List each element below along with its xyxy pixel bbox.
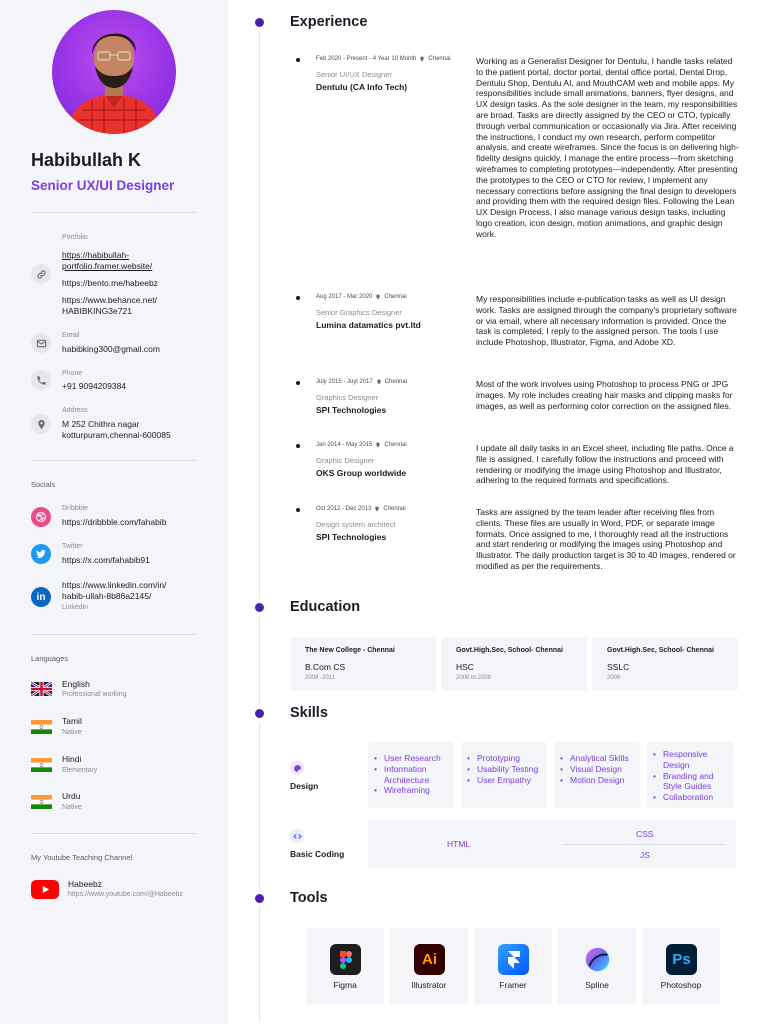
- education-degree: SSLC: [607, 662, 630, 672]
- divider: [563, 844, 725, 845]
- job-description: I update all daily tasks in an Excel sheet, including file paths. Once a file is assigned, I carefully follow the instructions and proceed with rendering or modifying the image using Photoshop and Illustrator, adhering to the required formats and specifications.: [476, 443, 734, 486]
- linkedin-icon[interactable]: in: [31, 587, 51, 607]
- twitter-label: Twitter: [62, 543, 83, 550]
- phone-icon: [31, 370, 51, 390]
- job-company: OKS Group worldwide: [316, 468, 407, 478]
- profile-photo: [52, 10, 176, 134]
- timeline-dot: [255, 709, 264, 718]
- job-bullet: [296, 508, 300, 512]
- spline-icon: [582, 944, 613, 975]
- education-years: 2008 -2011: [305, 675, 335, 681]
- job-location: Chennai: [383, 506, 406, 512]
- uk-flag-icon: [31, 682, 52, 696]
- job-company: Dentulu (CA Info Tech): [316, 82, 408, 92]
- divider: [31, 460, 196, 461]
- tool-card-figma: [306, 928, 384, 1004]
- language-level: Native: [62, 729, 82, 736]
- education-years: 2006: [607, 675, 621, 681]
- twitter-icon[interactable]: [31, 544, 51, 564]
- job-company: Lumina datamatics pvt.ltd: [316, 320, 421, 330]
- timeline-dot: [255, 894, 264, 903]
- job-location: Chennai: [384, 379, 408, 385]
- job-description: Working as a Generalist Designer for Dentulu, I handle tasks related to the patient portal, doctor portal, dental office portal, Dental Drop, Dentulu Shop, Dentulu AI, and MouthCAM web and mobile apps. My responsibilities include small animations, banners, flyer designs, and UX design tasks. As the sole designer in the team, my responsibilities are broad. Tasks are directly assigned by the CEO or CTO, typically through verbal communication or occasionally via Jira. After receiving the instructions, I conduct my own research, perform competitor analysis, and create wireframes. Since the focus is on delivering high-fidelity designs quickly, I manage the entire process—from sketching wireframes to completing prototypes—independently. After presenting the prototypes to the CEO or CTO for review, I implement any necessary corrections before assigning the final design to developers and providing them with the required design files. Following the Lean UX Design Process, I also manage various design tasks, including logo creation, icon design, motion animations, and graphic design work.: [476, 56, 739, 239]
- language-level: Native: [62, 804, 82, 811]
- portfolio-label: Portfolio: [62, 234, 88, 241]
- education-degree: HSC: [456, 662, 474, 672]
- skill-item: • Wireframing: [382, 785, 454, 796]
- skill-item: • Prototyping: [475, 753, 547, 764]
- job-company: SPI Technologies: [316, 532, 387, 542]
- dribbble-url[interactable]: https://dribbble.com/fahabib: [62, 517, 167, 527]
- tool-card-illustrator: [390, 928, 468, 1004]
- education-card: [441, 637, 587, 691]
- job-bullet: [296, 58, 300, 62]
- tool-card-spline: [558, 928, 636, 1004]
- job-location: Chennai: [428, 56, 451, 62]
- skill-item: • Collaboration: [661, 792, 734, 803]
- coding-skill-css: CSS: [636, 829, 654, 839]
- tool-name: Figma: [333, 980, 357, 990]
- figma-icon: [330, 944, 361, 975]
- tool-card-photoshop: [642, 928, 720, 1004]
- job-dates: July 2015 - Juyl 2017: [316, 379, 373, 385]
- job-meta: [316, 294, 407, 300]
- job-meta: [316, 442, 407, 448]
- portfolio-link-bento[interactable]: https://bento.me/habeebz: [62, 278, 158, 288]
- skills-title: Skills: [290, 705, 328, 721]
- location-pin-icon: [375, 294, 381, 300]
- skill-item: • Responsive Design: [661, 749, 734, 771]
- skill-group: [461, 742, 547, 808]
- linkedin-url-1[interactable]: https://www.linkedin.com/in/: [62, 580, 167, 590]
- job-dates: Oct 2012 - Dec 2013: [316, 506, 372, 512]
- youtube-channel-url[interactable]: https://www.youtube.com/@Habeebz: [68, 891, 183, 898]
- education-school: The New College - Chennai: [305, 647, 395, 654]
- skill-item: • Visual Design: [568, 764, 640, 775]
- profile-name: Habibullah K: [31, 150, 142, 170]
- youtube-heading: My Youtube Teaching Channel: [31, 853, 133, 862]
- location-pin-icon: [375, 442, 381, 448]
- education-school: Govt.High.Sec, School- Chennai: [607, 647, 714, 654]
- job-meta: [316, 506, 406, 512]
- linkedin-url-2[interactable]: habib-ullah-8b86a2145/: [62, 591, 152, 601]
- tools-title: Tools: [290, 890, 328, 906]
- skill-group: [554, 742, 640, 808]
- language-name: English: [62, 679, 90, 689]
- india-flag-icon: [31, 795, 52, 809]
- youtube-channel-name: Habeebz: [68, 879, 103, 889]
- phone-label: Phone: [62, 370, 83, 377]
- skill-item: • Information Architecture: [382, 764, 454, 786]
- skill-category-design: Design: [290, 781, 319, 791]
- job-dates: Aug 2017 - Mar 2020: [316, 294, 373, 300]
- linkedin-label: Linkedin: [62, 604, 89, 611]
- skill-category-coding: Basic Coding: [290, 849, 345, 859]
- job-description: Tasks are assigned by the team leader after receiving files from clients. These files are usually in Word, PDF, or separate image formats. Once assigned to me, I thoroughly read all the instructions and start rendering or modifying the images using Photoshop and Illustrator. The daily production target is 30 to 40 images, rendered or modified as per the requirements.: [476, 507, 736, 571]
- language-name: Hindi: [62, 754, 82, 764]
- job-description: Most of the work involves using Photoshop to process PNG or JPG images. My role includes creating hair masks and clipping masks for images, as well as performing color correction on the assigned files.: [476, 379, 733, 411]
- experience-title: Experience: [290, 14, 368, 30]
- coding-skill-html: HTML: [447, 839, 471, 849]
- tool-name: Framer: [499, 980, 527, 990]
- portfolio-link-behance-1[interactable]: https://www.behance.net/: [62, 295, 157, 305]
- avatar: [52, 10, 176, 134]
- code-icon: [290, 829, 304, 843]
- india-flag-icon: [31, 758, 52, 772]
- skill-item: • Motion Design: [568, 775, 640, 786]
- job-bullet: [296, 296, 300, 300]
- job-role: Design system architect: [316, 520, 396, 529]
- divider: [31, 212, 196, 213]
- timeline-dot: [255, 603, 264, 612]
- job-bullet: [296, 381, 300, 385]
- skill-item: • Usability Testing: [475, 764, 547, 775]
- socials-heading: Socials: [31, 480, 56, 489]
- job-location: Chennai: [384, 294, 407, 300]
- job-dates: Feb 2020 - Present - 4 Year 10 Month: [316, 56, 417, 62]
- phone-value[interactable]: +91 9094209384: [62, 381, 127, 391]
- tool-name: Spline: [585, 980, 609, 990]
- timeline-dot: [255, 18, 264, 27]
- tool-card-framer: [474, 928, 552, 1004]
- framer-icon: [498, 944, 529, 975]
- palette-icon: [290, 761, 304, 775]
- education-years: 2006 to 2008: [456, 675, 492, 681]
- location-pin-icon: [31, 414, 51, 434]
- language-name: Urdu: [62, 791, 81, 801]
- portfolio-link-framer-1[interactable]: https://habibullah-: [62, 250, 130, 260]
- language-name: Tamil: [62, 716, 82, 726]
- divider: [31, 634, 196, 635]
- job-meta: [316, 379, 407, 385]
- location-pin-icon: [374, 506, 380, 512]
- illustrator-icon: Ai: [414, 944, 445, 975]
- languages-heading: Languages: [31, 654, 69, 663]
- job-role: Graphics Designer: [316, 393, 379, 402]
- photoshop-icon: Ps: [666, 944, 697, 975]
- job-location: Chennai: [384, 442, 407, 448]
- portfolio-link-framer-2[interactable]: portfolio.framer.website/: [62, 261, 153, 271]
- education-school: Govt.High.Sec, School- Chennai: [456, 647, 563, 654]
- location-pin-icon: [376, 379, 382, 385]
- address-line-1: M 252 Chithra nagar: [62, 419, 140, 429]
- divider: [31, 833, 196, 834]
- profile-title: Senior UX/UI Designer: [31, 178, 175, 193]
- language-level: Elementary: [62, 767, 98, 774]
- youtube-icon[interactable]: [31, 880, 59, 899]
- link-icon: [31, 264, 51, 284]
- tool-name: Photoshop: [660, 980, 702, 990]
- skill-group: [368, 742, 454, 808]
- address-line-2: kotturpuram,chennai-600085: [62, 430, 171, 440]
- language-level: Professional working: [62, 691, 127, 698]
- dribbble-label: Dribbble: [62, 505, 89, 512]
- job-dates: Jan 2014 - May 2015: [316, 442, 373, 448]
- skill-item: • User Empathy: [475, 775, 547, 786]
- education-degree: B.Com CS: [305, 662, 346, 672]
- sidebar: [0, 0, 228, 1024]
- job-company: SPI Technologies: [316, 405, 387, 415]
- education-card: [290, 637, 436, 691]
- education-title: Education: [290, 599, 361, 615]
- dribbble-icon[interactable]: [31, 507, 51, 527]
- job-bullet: [296, 444, 300, 448]
- job-role: Senior UI/UX Designer: [316, 70, 392, 79]
- india-flag-icon: [31, 720, 52, 734]
- coding-skill-js: JS: [640, 850, 650, 860]
- skill-item: • User Research: [382, 753, 454, 764]
- skill-item: • Branding and Style Guides: [661, 771, 734, 793]
- email-label: Email: [62, 332, 80, 339]
- mail-icon: [31, 333, 51, 353]
- tool-name: Illustrator: [411, 980, 447, 990]
- twitter-url[interactable]: https://x.com/fahabib91: [62, 555, 150, 565]
- job-meta: [316, 56, 451, 62]
- job-role: Graphic Designer: [316, 456, 375, 465]
- skill-group: [647, 742, 734, 808]
- portfolio-link-behance-2[interactable]: HABIBKING3e721: [62, 306, 132, 316]
- location-pin-icon: [419, 56, 425, 62]
- job-role: Senior Graphics Designer: [316, 308, 402, 317]
- timeline-line: [259, 22, 260, 1022]
- job-description: My responsibilities include e-publication tasks as well as UI design work. Tasks are assigned through the company's proprietary software or via email, where all necessary information is provided. Once the task is completed, I reply to the assigned person. The tools I use include Photoshop, Illustrator, Figma, and Adobe XD.: [476, 294, 737, 348]
- email-value[interactable]: habibking300@gmail.com: [62, 344, 160, 354]
- skill-item: • Analytical Skills: [568, 753, 640, 764]
- education-card: [592, 637, 738, 691]
- address-label: Address: [62, 407, 88, 414]
